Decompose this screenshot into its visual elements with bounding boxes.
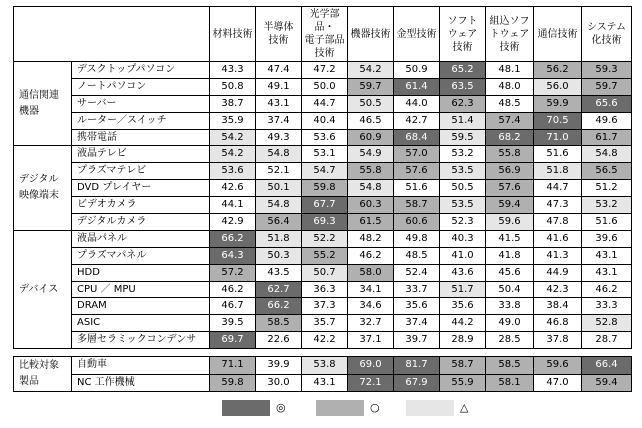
score-cell: 59.5 xyxy=(440,129,486,146)
score-cell: 49.0 xyxy=(486,315,534,332)
score-cell: 47.4 xyxy=(256,62,302,79)
score-cell: 54.8 xyxy=(256,197,302,214)
table-row xyxy=(14,129,632,146)
score-cell: 41.5 xyxy=(486,230,534,247)
score-cell: 54.2 xyxy=(210,146,256,163)
header-row xyxy=(14,7,632,62)
score-cell: 50.7 xyxy=(302,264,348,281)
score-cell: 60.6 xyxy=(394,214,440,231)
score-cell: 58.0 xyxy=(348,264,394,281)
score-cell: 44.0 xyxy=(394,95,440,112)
row-label: CPU ／ MPU xyxy=(72,281,210,298)
score-cell: 42.3 xyxy=(534,281,582,298)
score-cell: 22.6 xyxy=(256,332,302,349)
score-cell: 56.2 xyxy=(534,62,582,79)
score-cell: 47.8 xyxy=(534,214,582,231)
score-cell: 60.3 xyxy=(348,197,394,214)
score-cell: 37.4 xyxy=(394,315,440,332)
table-row xyxy=(14,112,632,129)
table-row xyxy=(14,247,632,264)
score-cell: 72.1 xyxy=(348,374,394,392)
score-cell: 47.3 xyxy=(534,197,582,214)
score-cell: 35.6 xyxy=(440,298,486,315)
score-cell: 51.7 xyxy=(440,281,486,298)
score-cell: 50.5 xyxy=(440,180,486,197)
legend-symbol-strong: ◎ xyxy=(276,401,286,414)
table-row xyxy=(14,78,632,95)
row-label: DRAM xyxy=(72,298,210,315)
score-cell: 51.4 xyxy=(440,112,486,129)
score-cell: 33.8 xyxy=(486,298,534,315)
score-cell: 44.2 xyxy=(440,315,486,332)
score-cell: 40.3 xyxy=(440,230,486,247)
score-cell: 49.3 xyxy=(256,129,302,146)
score-cell: 32.7 xyxy=(348,315,394,332)
score-cell: 54.9 xyxy=(348,146,394,163)
comparison-table xyxy=(13,356,632,392)
score-cell: 36.3 xyxy=(302,281,348,298)
score-cell: 59.7 xyxy=(582,78,632,95)
score-cell: 61.7 xyxy=(582,129,632,146)
table-row xyxy=(14,298,632,315)
score-cell: 33.7 xyxy=(394,281,440,298)
score-cell: 55.8 xyxy=(348,163,394,180)
score-cell: 42.9 xyxy=(210,214,256,231)
score-cell: 57.2 xyxy=(210,264,256,281)
score-cell: 57.0 xyxy=(394,146,440,163)
score-cell: 66.2 xyxy=(210,230,256,247)
score-cell: 39.7 xyxy=(394,332,440,349)
score-cell: 48.2 xyxy=(348,230,394,247)
row-label: プラズマテレビ xyxy=(72,163,210,180)
column-header: 組込ソフ トウェア 技術 xyxy=(486,7,534,62)
score-cell: 54.8 xyxy=(582,146,632,163)
legend-swatch-medium xyxy=(316,400,364,416)
score-cell: 50.8 xyxy=(210,78,256,95)
score-cell: 63.5 xyxy=(440,78,486,95)
score-cell: 59.6 xyxy=(486,214,534,231)
score-cell: 67.9 xyxy=(394,374,440,392)
score-cell: 37.1 xyxy=(348,332,394,349)
score-cell: 51.8 xyxy=(256,230,302,247)
legend-swatch-strong xyxy=(222,400,270,416)
table-row xyxy=(14,62,632,79)
score-cell: 54.8 xyxy=(256,146,302,163)
column-header: 金型技術 xyxy=(394,7,440,62)
score-cell: 41.6 xyxy=(534,230,582,247)
table-row xyxy=(14,264,632,281)
score-cell: 46.2 xyxy=(582,281,632,298)
row-label: ビデオカメラ xyxy=(72,197,210,214)
score-cell: 70.5 xyxy=(534,112,582,129)
score-cell: 42.2 xyxy=(302,332,348,349)
score-cell: 57.6 xyxy=(486,180,534,197)
score-cell: 50.1 xyxy=(256,180,302,197)
column-header: 光学部品・ 電子部品 技術 xyxy=(302,7,348,62)
row-label: ノートパソコン xyxy=(72,78,210,95)
score-cell: 59.6 xyxy=(534,357,582,375)
score-cell: 28.7 xyxy=(582,332,632,349)
score-cell: 55.2 xyxy=(302,247,348,264)
score-cell: 34.1 xyxy=(348,281,394,298)
score-cell: 43.1 xyxy=(302,374,348,392)
score-cell: 43.1 xyxy=(582,247,632,264)
table-row xyxy=(14,230,632,247)
score-cell: 52.1 xyxy=(256,163,302,180)
score-cell: 65.2 xyxy=(440,62,486,79)
table-row xyxy=(14,357,632,375)
score-cell: 41.0 xyxy=(440,247,486,264)
score-cell: 35.6 xyxy=(394,298,440,315)
score-cell: 54.2 xyxy=(210,129,256,146)
legend-swatch-weak xyxy=(406,400,454,416)
score-cell: 59.4 xyxy=(486,197,534,214)
score-cell: 50.0 xyxy=(302,78,348,95)
score-cell: 62.3 xyxy=(440,95,486,112)
score-cell: 44.7 xyxy=(302,95,348,112)
table-row xyxy=(14,95,632,112)
score-cell: 69.0 xyxy=(348,357,394,375)
score-cell: 52.3 xyxy=(440,214,486,231)
score-cell: 48.0 xyxy=(486,78,534,95)
score-cell: 54.7 xyxy=(302,163,348,180)
row-label: 液晶テレビ xyxy=(72,146,210,163)
score-cell: 53.1 xyxy=(302,146,348,163)
score-cell: 55.8 xyxy=(486,146,534,163)
score-cell: 49.1 xyxy=(256,78,302,95)
column-header: ソフト ウェア 技術 xyxy=(440,7,486,62)
group-label: デジタル 映像端末 xyxy=(14,146,72,230)
score-cell: 46.5 xyxy=(348,112,394,129)
score-cell: 59.4 xyxy=(582,374,632,392)
score-cell: 38.4 xyxy=(534,298,582,315)
score-cell: 81.7 xyxy=(394,357,440,375)
score-cell: 37.4 xyxy=(256,112,302,129)
legend-symbol-weak: △ xyxy=(460,401,469,414)
score-cell: 43.1 xyxy=(582,264,632,281)
score-cell: 28.5 xyxy=(486,332,534,349)
score-cell: 51.2 xyxy=(582,180,632,197)
score-cell: 71.0 xyxy=(534,129,582,146)
row-label: DVD プレイヤー xyxy=(72,180,210,197)
row-label: 液晶パネル xyxy=(72,230,210,247)
score-cell: 30.0 xyxy=(256,374,302,392)
score-cell: 50.5 xyxy=(348,95,394,112)
score-cell: 46.2 xyxy=(348,247,394,264)
score-cell: 46.8 xyxy=(534,315,582,332)
score-cell: 68.4 xyxy=(394,129,440,146)
score-cell: 55.9 xyxy=(440,374,486,392)
score-cell: 43.1 xyxy=(256,95,302,112)
row-label: サーバー xyxy=(72,95,210,112)
legend-symbol-medium: ○ xyxy=(370,401,380,414)
score-cell: 50.9 xyxy=(394,62,440,79)
score-cell: 48.5 xyxy=(486,95,534,112)
score-cell: 58.7 xyxy=(440,357,486,375)
table-row xyxy=(14,197,632,214)
score-cell: 34.6 xyxy=(348,298,394,315)
column-header: 機器技術 xyxy=(348,7,394,62)
column-header: 通信技術 xyxy=(534,7,582,62)
score-cell: 47.0 xyxy=(534,374,582,392)
score-cell: 44.1 xyxy=(210,197,256,214)
score-cell: 59.8 xyxy=(210,374,256,392)
score-cell: 46.7 xyxy=(210,298,256,315)
score-cell: 60.9 xyxy=(348,129,394,146)
score-cell: 67.7 xyxy=(302,197,348,214)
row-label: プラズマパネル xyxy=(72,247,210,264)
score-cell: 61.4 xyxy=(394,78,440,95)
score-cell: 53.5 xyxy=(440,197,486,214)
score-cell: 33.3 xyxy=(582,298,632,315)
row-label: デスクトップパソコン xyxy=(72,62,210,79)
score-cell: 71.1 xyxy=(210,357,256,375)
table-row xyxy=(14,180,632,197)
score-cell: 45.6 xyxy=(486,264,534,281)
score-cell: 64.3 xyxy=(210,247,256,264)
score-cell: 52.4 xyxy=(394,264,440,281)
row-label: 多層セラミックコンデンサ xyxy=(72,332,210,349)
score-cell: 59.9 xyxy=(534,95,582,112)
score-cell: 44.7 xyxy=(534,180,582,197)
score-cell: 57.4 xyxy=(486,112,534,129)
table-row xyxy=(14,146,632,163)
score-cell: 53.5 xyxy=(440,163,486,180)
score-cell: 54.8 xyxy=(348,180,394,197)
score-cell: 54.2 xyxy=(348,62,394,79)
score-cell: 41.8 xyxy=(486,247,534,264)
score-cell: 47.2 xyxy=(302,62,348,79)
score-cell: 61.5 xyxy=(348,214,394,231)
column-header: システム 化技術 xyxy=(582,7,632,62)
score-cell: 46.2 xyxy=(210,281,256,298)
score-cell: 43.3 xyxy=(210,62,256,79)
score-cell: 69.7 xyxy=(210,332,256,349)
score-cell: 28.9 xyxy=(440,332,486,349)
table-row xyxy=(14,374,632,392)
score-cell: 58.7 xyxy=(394,197,440,214)
score-cell: 56.0 xyxy=(534,78,582,95)
column-header: 材料技術 xyxy=(210,7,256,62)
score-cell: 51.6 xyxy=(582,214,632,231)
header-corner xyxy=(14,7,210,62)
group-label: 比較対象 製品 xyxy=(14,357,72,392)
table-row xyxy=(14,214,632,231)
score-cell: 69.3 xyxy=(302,214,348,231)
score-cell: 50.4 xyxy=(486,281,534,298)
row-label: 自動車 xyxy=(72,357,210,375)
row-label: 携帯電話 xyxy=(72,129,210,146)
score-cell: 51.6 xyxy=(534,146,582,163)
column-header: 半導体 技術 xyxy=(256,7,302,62)
evaluation-table xyxy=(13,6,632,349)
score-cell: 51.8 xyxy=(534,163,582,180)
row-label: ASIC xyxy=(72,315,210,332)
score-cell: 35.7 xyxy=(302,315,348,332)
score-cell: 59.7 xyxy=(348,78,394,95)
score-cell: 62.7 xyxy=(256,281,302,298)
score-cell: 39.6 xyxy=(582,230,632,247)
score-cell: 48.1 xyxy=(486,62,534,79)
score-cell: 58.5 xyxy=(486,357,534,375)
score-cell: 43.6 xyxy=(440,264,486,281)
row-label: NC 工作機械 xyxy=(72,374,210,392)
table-row xyxy=(14,281,632,298)
table-row xyxy=(14,315,632,332)
score-cell: 59.3 xyxy=(582,62,632,79)
group-label: 通信関連 機器 xyxy=(14,62,72,146)
score-cell: 35.9 xyxy=(210,112,256,129)
score-cell: 66.2 xyxy=(256,298,302,315)
score-cell: 59.8 xyxy=(302,180,348,197)
score-cell: 42.7 xyxy=(394,112,440,129)
score-cell: 66.4 xyxy=(582,357,632,375)
score-cell: 43.5 xyxy=(256,264,302,281)
row-label: デジタルカメラ xyxy=(72,214,210,231)
score-cell: 56.9 xyxy=(486,163,534,180)
score-cell: 38.7 xyxy=(210,95,256,112)
score-cell: 68.2 xyxy=(486,129,534,146)
score-cell: 65.6 xyxy=(582,95,632,112)
score-cell: 44.9 xyxy=(534,264,582,281)
score-cell: 56.4 xyxy=(256,214,302,231)
legend xyxy=(222,400,482,418)
score-cell: 41.3 xyxy=(534,247,582,264)
table-row xyxy=(14,332,632,349)
group-label: デバイス xyxy=(14,230,72,348)
score-cell: 37.3 xyxy=(302,298,348,315)
score-cell: 58.1 xyxy=(486,374,534,392)
score-cell: 56.5 xyxy=(582,163,632,180)
score-cell: 58.5 xyxy=(256,315,302,332)
row-label: ルーター／スイッチ xyxy=(72,112,210,129)
score-cell: 53.8 xyxy=(302,357,348,375)
score-cell: 42.6 xyxy=(210,180,256,197)
score-cell: 53.6 xyxy=(210,163,256,180)
row-label: HDD xyxy=(72,264,210,281)
score-cell: 53.2 xyxy=(582,197,632,214)
score-cell: 39.9 xyxy=(256,357,302,375)
score-cell: 53.2 xyxy=(440,146,486,163)
score-cell: 48.5 xyxy=(394,247,440,264)
score-cell: 51.6 xyxy=(394,180,440,197)
table-row xyxy=(14,163,632,180)
score-cell: 37.8 xyxy=(534,332,582,349)
score-cell: 40.4 xyxy=(302,112,348,129)
score-cell: 52.8 xyxy=(582,315,632,332)
score-cell: 49.8 xyxy=(394,230,440,247)
score-cell: 49.6 xyxy=(582,112,632,129)
score-cell: 50.3 xyxy=(256,247,302,264)
score-cell: 57.6 xyxy=(394,163,440,180)
score-cell: 39.5 xyxy=(210,315,256,332)
score-cell: 52.2 xyxy=(302,230,348,247)
score-cell: 53.6 xyxy=(302,129,348,146)
